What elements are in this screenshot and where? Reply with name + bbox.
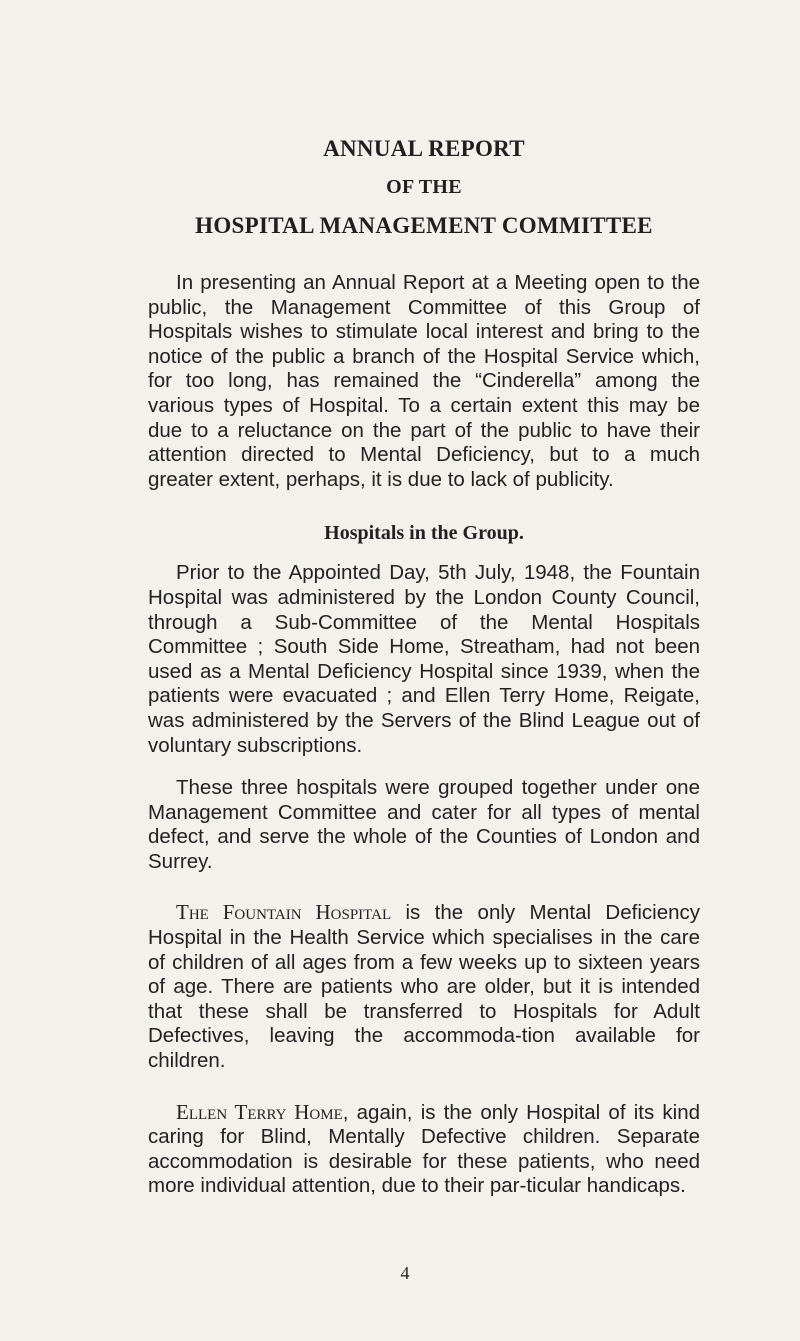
- title-committee: HOSPITAL MANAGEMENT COMMITTEE: [195, 213, 653, 238]
- page-number: 4: [400, 1263, 410, 1283]
- intro-paragraph: In presenting an Annual Report at a Meeting open to the public, the Management Committee of this Group of Hospitals wishes to stimulate local interest and bring to the notice of the public a branch of the Hospital Service which, for too long, has remained the “Cinderella” among the various types of Hospital. To a certain extent this may be due to a reluctance on the part of the public to have their attention directed to Mental Deficiency, but to a much greater extent, perhaps, it is due to lack of publicity.: [148, 271, 700, 491]
- section-heading: Hospitals in the Group.: [324, 522, 524, 545]
- ellen-lead: Ellen Terry Home: [176, 1099, 343, 1124]
- paragraph-three-hospitals: These three hospitals were grouped together under one Management Committee and cater for all types of mental defect, and serve the whole of the Counties of London and Surrey.: [148, 776, 700, 873]
- paragraph-ellen-terry: [148, 1100, 700, 1199]
- document-page: [148, 136, 700, 1217]
- fountain-rest: is the only Mental Deficiency Hospital in the Health Service which specialises in the care of children of all ages from a few weeks up to sixteen years of age. There are patients who are older, but it is intended that these shall be transferred to Hospitals for Adult Defectives, leaving the accommoda-tion available for children.: [148, 901, 700, 1073]
- paragraph-prior: Prior to the Appointed Day, 5th July, 1948, the Fountain Hospital was administered by the London County Council, through a Sub-Committee of the Mental Hospitals Committee ; South Side Home, Streatham, had not been used as a Mental Deficiency Hospital since 1939, when the patients were evacuated ; and Ellen Terry Home, Reigate, was administered by the Servers of the Blind League out of voluntary subscriptions.: [148, 561, 700, 757]
- title-annual-report: ANNUAL REPORT: [323, 136, 525, 161]
- fountain-lead: The Fountain Hospital: [176, 900, 392, 925]
- paragraph-fountain: [148, 900, 700, 1073]
- ellen-rest: , again, is the only Hospital of its kind caring for Blind, Mentally Defective children. Separate accommodation is desirable for these patients, who need more individual attention, due to their par-ticular handicaps.: [148, 1100, 700, 1198]
- title-of-the: OF THE: [386, 176, 462, 198]
